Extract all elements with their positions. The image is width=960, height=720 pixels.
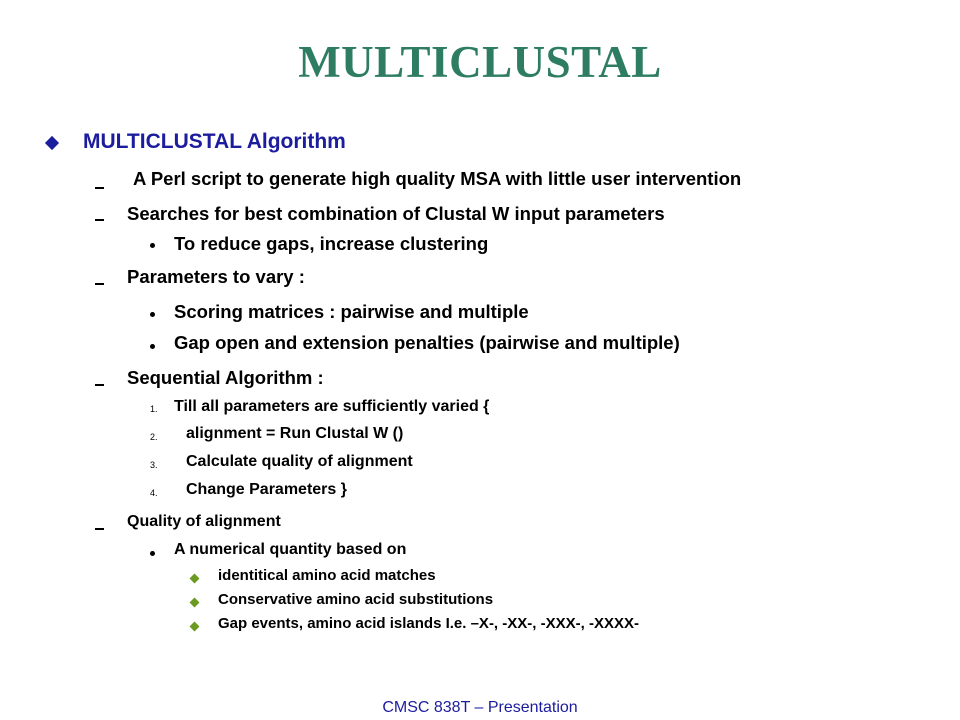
item-quality: Quality of alignment (127, 513, 281, 530)
dot-bullet-icon (150, 551, 155, 556)
dot-bullet-icon (150, 243, 155, 248)
dash-bullet-icon (95, 384, 104, 386)
step-number: 3. (150, 460, 158, 470)
diamond-bullet-icon (190, 574, 200, 584)
item-scoring: Scoring matrices : pairwise and multiple (174, 301, 529, 322)
item-conservative: Conservative amino acid substitutions (218, 591, 494, 608)
item-reduce-gaps: To reduce gaps, increase clustering (174, 233, 489, 254)
step-1: Till all parameters are sufficiently varied { (174, 398, 490, 415)
step-4: Change Parameters } (186, 481, 347, 498)
dot-bullet-icon (150, 312, 155, 317)
dash-bullet-icon (95, 219, 104, 221)
item-numerical: A numerical quantity based on (174, 541, 407, 558)
item-identical: identitical amino acid matches (218, 567, 436, 584)
step-number: 2. (150, 432, 158, 442)
diamond-bullet-icon (45, 136, 59, 150)
item-gap-penalties: Gap open and extension penalties (pairwise and multiple) (174, 332, 680, 353)
item-gap-events: Gap events, amino acid islands I.e. –X-, -XX-, -XXX-, -XXXX- (218, 615, 639, 632)
step-number: 4. (150, 488, 158, 498)
item-params-to-vary: Parameters to vary : (127, 266, 305, 287)
footer: CMSC 838T – Presentation (382, 699, 578, 716)
diamond-bullet-icon (190, 622, 200, 632)
slide-title: MULTICLUSTAL (298, 37, 662, 87)
dash-bullet-icon (95, 187, 104, 189)
dash-bullet-icon (95, 283, 104, 285)
dash-bullet-icon (95, 528, 104, 530)
step-2: alignment = Run Clustal W () (186, 425, 404, 442)
item-perl-script: A Perl script to generate high quality MSA with little user intervention (133, 168, 742, 189)
diamond-bullet-icon (190, 598, 200, 608)
step-3: Calculate quality of alignment (186, 453, 413, 470)
dot-bullet-icon (150, 344, 155, 349)
step-number: 1. (150, 404, 158, 414)
item-sequential: Sequential Algorithm : (127, 367, 324, 388)
heading: MULTICLUSTAL Algorithm (83, 130, 346, 153)
item-searches: Searches for best combination of Clustal W input parameters (127, 203, 665, 224)
